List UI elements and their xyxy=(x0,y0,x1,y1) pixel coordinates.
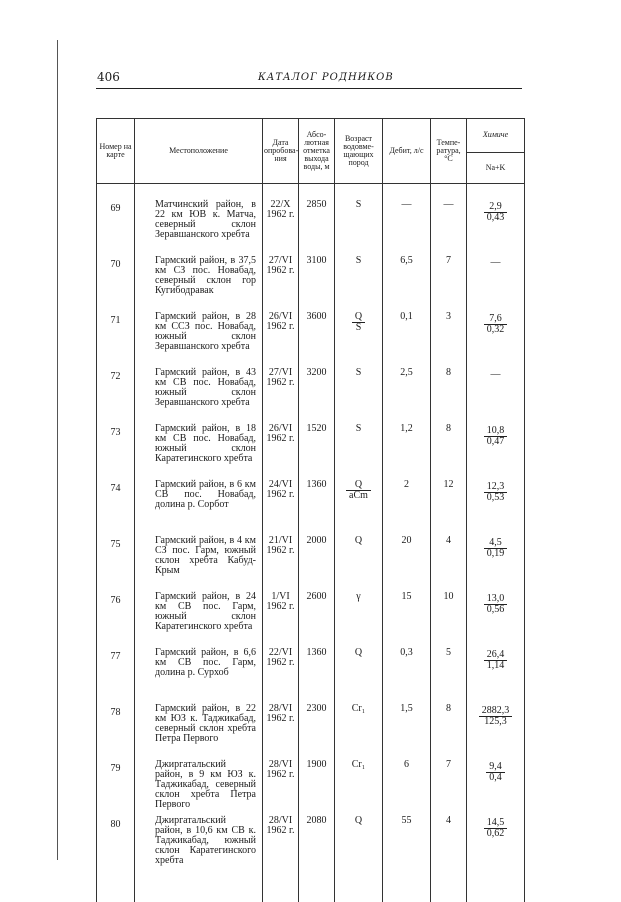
table-row xyxy=(97,590,525,646)
value-temp: 3 xyxy=(446,311,451,322)
value-date-bottom: 1962 г. xyxy=(266,825,295,836)
cell-flow xyxy=(383,366,431,422)
cell-age xyxy=(335,534,383,590)
cell-altitude xyxy=(299,478,335,534)
value-date-top: 26/VI xyxy=(268,423,293,434)
cell-flow xyxy=(383,814,431,870)
cell-flow xyxy=(383,422,431,478)
header-temperature: Темпе-ратура, °С xyxy=(431,119,467,184)
cell-chem xyxy=(467,590,525,646)
cell-flow xyxy=(383,534,431,590)
value-location: Джиргатальский район, в 10,6 км СВ к. Таджикабад, южный склон Каратегинского хребта xyxy=(155,815,256,866)
value-age: S xyxy=(355,199,362,210)
value-location: Гармский район, в 24 км СВ пос. Гарм, южный склон Каратегинского хребта xyxy=(155,591,256,632)
value-location: Гармский район, в 6,6 км СВ пос. Гарм, долина р. Сурхоб xyxy=(155,647,256,678)
cell-chem xyxy=(467,814,525,870)
value-date-top: 24/VI xyxy=(268,479,293,490)
cell-chem xyxy=(467,366,525,422)
value-flow: 6,5 xyxy=(400,255,413,266)
cell-chem xyxy=(467,310,525,366)
value-location: Джиргатальский район, в 9 км ЮЗ к. Таджикабад, северный склон хребта Петра Первого xyxy=(155,759,256,810)
cell-temperature xyxy=(431,646,467,702)
cell-num xyxy=(97,478,135,534)
cell-altitude xyxy=(299,310,335,366)
cell-altitude xyxy=(299,590,335,646)
cell-age xyxy=(335,590,383,646)
value-age: Q xyxy=(354,815,363,826)
cell-date xyxy=(263,534,299,590)
value-flow: 15 xyxy=(401,591,412,602)
value-num: 70 xyxy=(110,259,121,270)
cell-age xyxy=(335,646,383,702)
value-flow: 2,5 xyxy=(400,367,413,378)
cell-num xyxy=(97,646,135,702)
value-altitude: 1900 xyxy=(306,759,327,770)
value-temp: 12 xyxy=(443,479,454,490)
cell-date xyxy=(263,590,299,646)
table-row xyxy=(97,422,525,478)
cell-location xyxy=(135,198,263,254)
cell-altitude xyxy=(299,366,335,422)
value-location: Гармский район, в 28 км ССЗ пос. Новабад, южный склон Зеравшанского хребта xyxy=(155,311,256,352)
value-location: Гармский район, в 37,5 км СЗ пос. Новабад, северный склон гор Кугибодравак xyxy=(155,255,256,296)
value-chem-bottom: 0,43 xyxy=(484,212,508,223)
value-num: 78 xyxy=(110,707,121,718)
value-num: 74 xyxy=(110,483,121,494)
cell-temperature xyxy=(431,254,467,310)
cell-age xyxy=(335,478,383,534)
value-temp: 8 xyxy=(446,703,451,714)
cell-chem xyxy=(467,534,525,590)
cell-num xyxy=(97,758,135,814)
value-chem-top: — xyxy=(490,369,501,380)
cell-chem xyxy=(467,646,525,702)
value-age-bottom: aCm xyxy=(346,490,371,501)
cell-flow xyxy=(383,310,431,366)
table-row xyxy=(97,814,525,870)
cell-temperature xyxy=(431,310,467,366)
value-num: 71 xyxy=(110,315,121,326)
value-temp: 5 xyxy=(446,647,451,658)
cell-date xyxy=(263,702,299,758)
cell-chem xyxy=(467,478,525,534)
value-age: S xyxy=(355,423,362,434)
cell-location xyxy=(135,646,263,702)
table-row xyxy=(97,198,525,254)
cell-flow xyxy=(383,758,431,814)
header-location: Местоположение xyxy=(135,119,263,184)
value-temp: 7 xyxy=(446,255,451,266)
value-temp: 4 xyxy=(446,535,451,546)
cell-location xyxy=(135,422,263,478)
cell-chem xyxy=(467,702,525,758)
cell-num xyxy=(97,814,135,870)
value-age: Cr₁ xyxy=(351,703,366,714)
cell-date xyxy=(263,366,299,422)
value-flow: 1,5 xyxy=(400,703,413,714)
value-num: 76 xyxy=(110,595,121,606)
value-date-bottom: 1962 г. xyxy=(266,713,295,724)
value-location: Гармский район, в 22 км ЮЗ к. Таджикабад, северный склон хребта Петра Первого xyxy=(155,703,256,744)
value-age: γ xyxy=(356,591,361,602)
cell-chem xyxy=(467,422,525,478)
cell-altitude xyxy=(299,758,335,814)
cell-temperature xyxy=(431,758,467,814)
cell-altitude xyxy=(299,534,335,590)
cell-num xyxy=(97,702,135,758)
value-altitude: 1520 xyxy=(306,423,327,434)
table-row xyxy=(97,254,525,310)
cell-location xyxy=(135,478,263,534)
table-row xyxy=(97,534,525,590)
value-chem-top: 12,3 xyxy=(486,481,505,492)
cell-age xyxy=(335,366,383,422)
value-age: Cr₁ xyxy=(351,759,366,770)
cell-altitude xyxy=(299,422,335,478)
value-num: 75 xyxy=(110,539,121,550)
cell-location xyxy=(135,366,263,422)
value-temp: 4 xyxy=(446,815,451,826)
cell-num xyxy=(97,366,135,422)
value-altitude: 2300 xyxy=(306,703,327,714)
value-date-top: 27/VI xyxy=(268,367,293,378)
value-chem-bottom: 125,3 xyxy=(479,716,513,727)
cell-temperature xyxy=(431,590,467,646)
cell-flow xyxy=(383,254,431,310)
value-age-bottom: S xyxy=(352,322,365,333)
cell-temperature xyxy=(431,534,467,590)
header-flow: Дебит, л/с xyxy=(383,119,431,184)
value-flow: 0,1 xyxy=(400,311,413,322)
value-date-top: 22/X xyxy=(270,199,291,210)
table-row xyxy=(97,366,525,422)
value-flow: 6 xyxy=(404,759,409,770)
cell-age xyxy=(335,310,383,366)
value-date-bottom: 1962 г. xyxy=(266,545,295,556)
cell-altitude xyxy=(299,814,335,870)
value-location: Гармский район, в 6 км СВ пос. Новабад, долина р. Сорбот xyxy=(155,479,256,510)
cell-chem xyxy=(467,198,525,254)
page-edge-line xyxy=(57,40,58,860)
value-date-top: 21/VI xyxy=(268,535,293,546)
value-chem-bottom: 0,19 xyxy=(484,548,508,559)
cell-date xyxy=(263,198,299,254)
cell-num xyxy=(97,198,135,254)
value-date-bottom: 1962 г. xyxy=(266,433,295,444)
cell-temperature xyxy=(431,366,467,422)
value-altitude: 1360 xyxy=(306,479,327,490)
cell-num xyxy=(97,534,135,590)
value-location: Гармский район, в 43 км СВ пос. Новабад, южный склон Зеравшанского хребта xyxy=(155,367,256,408)
cell-age xyxy=(335,198,383,254)
table-row xyxy=(97,702,525,758)
table-filler-row xyxy=(97,870,525,902)
value-date-top: 27/VI xyxy=(268,255,293,266)
value-date-bottom: 1962 г. xyxy=(266,489,295,500)
value-chem-bottom: 0,32 xyxy=(484,324,508,335)
value-chem-bottom: 1,14 xyxy=(484,660,508,671)
value-chem-top: 13,0 xyxy=(486,593,505,604)
value-date-bottom: 1962 г. xyxy=(266,601,295,612)
cell-flow xyxy=(383,702,431,758)
value-temp: 7 xyxy=(446,759,451,770)
value-altitude: 1360 xyxy=(306,647,327,658)
cell-chem xyxy=(467,758,525,814)
table-row xyxy=(97,478,525,534)
value-flow: 0,3 xyxy=(400,647,413,658)
header-rule xyxy=(96,88,522,89)
cell-location xyxy=(135,310,263,366)
cell-chem xyxy=(467,254,525,310)
value-chem-bottom: 0,4 xyxy=(486,772,505,783)
cell-temperature xyxy=(431,422,467,478)
value-chem-top: 2,9 xyxy=(489,201,502,212)
table-row xyxy=(97,758,525,814)
cell-temperature xyxy=(431,478,467,534)
cell-temperature xyxy=(431,814,467,870)
value-flow: 1,2 xyxy=(400,423,413,434)
cell-location xyxy=(135,758,263,814)
value-num: 79 xyxy=(110,763,121,774)
value-date-bottom: 1962 г. xyxy=(266,769,295,780)
value-flow: 20 xyxy=(401,535,412,546)
cell-num xyxy=(97,590,135,646)
value-chem-bottom: 0,47 xyxy=(484,436,508,447)
value-altitude: 2000 xyxy=(306,535,327,546)
value-date-bottom: 1962 г. xyxy=(266,377,295,388)
cell-date xyxy=(263,422,299,478)
value-date-top: 28/VI xyxy=(268,703,293,714)
cell-date xyxy=(263,478,299,534)
value-flow: 2 xyxy=(404,479,409,490)
value-age: Q xyxy=(354,535,363,546)
value-altitude: 3100 xyxy=(306,255,327,266)
value-age: Q xyxy=(354,311,363,322)
value-age: Q xyxy=(354,647,363,658)
value-location: Матчинский район, в 22 км ЮВ к. Матча, северный склон Зеравшанского хребта xyxy=(155,199,256,240)
value-date-bottom: 1962 г. xyxy=(266,657,295,668)
value-age: S xyxy=(355,255,362,266)
header-num: Номер на карте xyxy=(97,119,135,184)
value-altitude: 3600 xyxy=(306,311,327,322)
cell-temperature xyxy=(431,198,467,254)
cell-age xyxy=(335,814,383,870)
value-num: 73 xyxy=(110,427,121,438)
value-age: S xyxy=(355,367,362,378)
value-date-top: 28/VI xyxy=(268,759,293,770)
header-age: Возраст водовме-щающих пород xyxy=(335,119,383,184)
value-location: Гармский район, в 4 км СЗ пос. Гарм, южный склон хребта Кабуд-Крым xyxy=(155,535,256,576)
page-number: 406 xyxy=(97,70,120,84)
value-num: 69 xyxy=(110,203,121,214)
cell-age xyxy=(335,758,383,814)
table-row xyxy=(97,646,525,702)
cell-flow xyxy=(383,646,431,702)
value-altitude: 2080 xyxy=(306,815,327,826)
cell-location xyxy=(135,534,263,590)
springs-catalog-table xyxy=(96,118,525,902)
cell-altitude xyxy=(299,198,335,254)
cell-age xyxy=(335,702,383,758)
cell-location xyxy=(135,590,263,646)
cell-altitude xyxy=(299,254,335,310)
cell-date xyxy=(263,310,299,366)
value-chem-top: 14,5 xyxy=(486,817,505,828)
value-chem-top: 9,4 xyxy=(489,761,502,772)
value-date-top: 28/VI xyxy=(268,815,293,826)
value-num: 80 xyxy=(110,819,121,830)
cell-date xyxy=(263,254,299,310)
cell-altitude xyxy=(299,702,335,758)
cell-temperature xyxy=(431,702,467,758)
value-chem-top: 4,5 xyxy=(489,537,502,548)
value-chem-bottom: 0,56 xyxy=(484,604,508,615)
cell-location xyxy=(135,254,263,310)
value-location: Гармский район, в 18 км СВ пос. Новабад, южный склон Каратегинского хребта xyxy=(155,423,256,464)
header-chem-sub: Na+K xyxy=(467,152,525,183)
value-chem-bottom: 0,53 xyxy=(484,492,508,503)
cell-num xyxy=(97,422,135,478)
header-date: Дата опробова-ния xyxy=(263,119,299,184)
value-num: 72 xyxy=(110,371,121,382)
cell-age xyxy=(335,422,383,478)
value-date-top: 26/VI xyxy=(268,311,293,322)
cell-date xyxy=(263,758,299,814)
cell-flow xyxy=(383,478,431,534)
table-row xyxy=(97,310,525,366)
cell-location xyxy=(135,814,263,870)
value-num: 77 xyxy=(110,651,121,662)
cell-flow xyxy=(383,590,431,646)
value-date-bottom: 1962 г. xyxy=(266,209,295,220)
cell-num xyxy=(97,254,135,310)
value-temp: 10 xyxy=(443,591,454,602)
value-temp: 8 xyxy=(446,423,451,434)
value-date-top: 22/VI xyxy=(268,647,293,658)
value-chem-top: 7,6 xyxy=(489,313,502,324)
cell-altitude xyxy=(299,646,335,702)
cell-age xyxy=(335,254,383,310)
value-altitude: 3200 xyxy=(306,367,327,378)
value-chem-top: — xyxy=(490,257,501,268)
value-age: Q xyxy=(354,479,363,490)
cell-flow xyxy=(383,198,431,254)
value-chem-bottom: 0,62 xyxy=(484,828,508,839)
cell-num xyxy=(97,310,135,366)
cell-date xyxy=(263,814,299,870)
cell-date xyxy=(263,646,299,702)
value-chem-top: 26,4 xyxy=(486,649,505,660)
value-chem-top: 2882,3 xyxy=(481,705,510,716)
value-chem-top: 10,8 xyxy=(486,425,505,436)
cell-location xyxy=(135,702,263,758)
header-chem: Химиче xyxy=(467,119,525,153)
running-title: КАТАЛОГ РОДНИКОВ xyxy=(258,72,394,83)
value-altitude: 2850 xyxy=(306,199,327,210)
value-temp: — xyxy=(443,199,454,210)
value-date-bottom: 1962 г. xyxy=(266,321,295,332)
header-altitude: Абсо-лютная отметка выхода воды, м xyxy=(299,119,335,184)
value-flow: 55 xyxy=(401,815,412,826)
value-flow: — xyxy=(401,199,412,210)
value-date-top: 1/VI xyxy=(271,591,290,602)
value-altitude: 2600 xyxy=(306,591,327,602)
value-date-bottom: 1962 г. xyxy=(266,265,295,276)
value-temp: 8 xyxy=(446,367,451,378)
